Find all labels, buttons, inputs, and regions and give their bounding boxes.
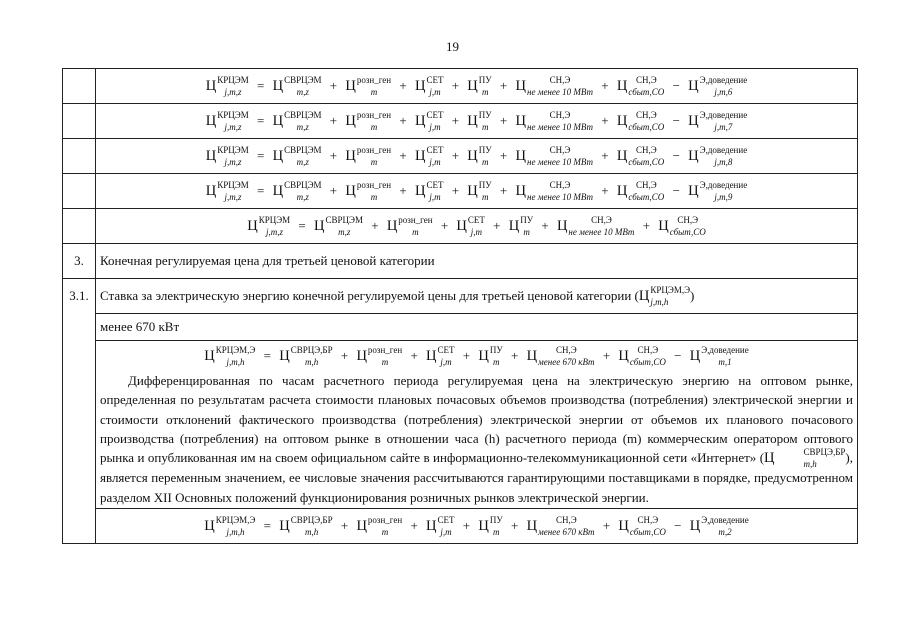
row-number-cell [63,139,96,174]
formula-row-8 [63,139,858,174]
paragraph-cell [96,341,858,509]
page-number: 19 [446,39,459,54]
formula-7: Ц $^{КРЦЭМ}$ $_{j,m,z}$ = Ц $^{СВРЦЭМ}$ $_{m,z}$ + Ц $^{розн\_ген}$ $_m$ + Ц $^{СЕТ}$ $_{j,m}$ + Ц $^{ПУ}$ $_m$ + Ц $^{СН,Э}$ $_{не менее 10 МВт}$ + Ц $^{СН,Э}$ $_{сбыт,СО}$ − Ц $^{Э,доведение}$ $_{j,m,7}$ [96,104,858,139]
formula-row-7 [63,104,858,139]
formula-h2: Ц $^{КРЦЭМ,Э}$ $_{j,m,h}$ = Ц $^{СВРЦЭ,БР}$ $_{m,h}$ + Ц $^{розн\_ген}$ $_m$ + Ц $^{СЕТ}$ $_{j,m}$ + Ц $^{ПУ}$ $_m$ + Ц $^{СН,Э}$ $_{менее 670 кВт}$ + Ц $^{СН,Э}$ $_{сбыт,СО}$ − Ц $^{Э,доведение}$ $_{m,2}$ [96,509,858,544]
formula-row-base [63,209,858,244]
formula-9: Ц $^{КРЦЭМ}$ $_{j,m,z}$ = Ц $^{СВРЦЭМ}$ $_{m,z}$ + Ц $^{розн\_ген}$ $_m$ + Ц $^{СЕТ}$ $_{j,m}$ + Ц $^{ПУ}$ $_m$ + Ц $^{СН,Э}$ $_{не менее 10 МВт}$ + Ц $^{СН,Э}$ $_{сбыт,СО}$ − Ц $^{Э,доведение}$ $_{j,m,9}$ [96,174,858,209]
paragraph-text: Дифференцированная по часам расчетного периода регулируемая цена на электрическую энергию на оптовом рынке, определенная по результатам расчета стоимости плановых почасовых объемов производства (потребления) электрической энергии и стоимости отклонений фактического производства (потребления) электрической энергии от объемов их планового почасового производства (потребления) на оптовом рынке в отношении часа (h) расчетного периода (m) коммерческим оператором оптового рынка и опубликованная им на своем официальном сайте в информационно-телекоммуникационной сети «Интернет» (Ц $^{СВРЦЭ,БР}$ $_{m,h}$ ), является переменным значением, ее числовые значения рассчитываются гарантирующими поставщиками в порядке, предусмотренном разделом XII Основных положений функционирования розничных рынков электрической энергии. [100,373,853,505]
formula-8: Ц $^{КРЦЭМ}$ $_{j,m,z}$ = Ц $^{СВРЦЭМ}$ $_{m,z}$ + Ц $^{розн\_ген}$ $_m$ + Ц $^{СЕТ}$ $_{j,m}$ + Ц $^{ПУ}$ $_m$ + Ц $^{СН,Э}$ $_{не менее 10 МВт}$ + Ц $^{СН,Э}$ $_{сбыт,СО}$ − Ц $^{Э,доведение}$ $_{j,m,8}$ [96,139,858,174]
price-table [62,68,858,544]
formula-6: Ц $^{КРЦЭМ}$ $_{j,m,z}$ = Ц $^{СВРЦЭМ}$ $_{m,z}$ + Ц $^{розн\_ген}$ $_m$ + Ц $^{СЕТ}$ $_{j,m}$ + Ц $^{ПУ}$ $_m$ + Ц $^{СН,Э}$ $_{не менее 10 МВт}$ + Ц $^{СН,Э}$ $_{сбыт,СО}$ − Ц $^{Э,доведение}$ $_{j,m,6}$ [96,69,858,104]
subhead-less-670: менее 670 кВт [96,314,858,341]
section-3-number: 3. [63,244,96,279]
formula-base: Ц $^{КРЦЭМ}$ $_{j,m,z}$ = Ц $^{СВРЦЭМ}$ $_{m,z}$ + Ц $^{розн\_ген}$ $_m$ + Ц $^{СЕТ}$ $_{j,m}$ + Ц $^{ПУ}$ $_m$ + Ц $^{СН,Э}$ $_{не менее 10 МВт}$ + Ц $^{СН,Э}$ $_{сбыт,СО}$ [96,209,858,244]
section-3-row [63,244,858,279]
paragraph-row [63,341,858,509]
row-number-cell [63,104,96,139]
subhead-row [63,314,858,341]
formula-h1: Ц $^{КРЦЭМ,Э}$ $_{j,m,h}$ = Ц $^{СВРЦЭ,БР}$ $_{m,h}$ + Ц $^{розн\_ген}$ $_m$ + Ц $^{СЕТ}$ $_{j,m}$ + Ц $^{ПУ}$ $_m$ + Ц $^{СН,Э}$ $_{менее 670 кВт}$ + Ц $^{СН,Э}$ $_{сбыт,СО}$ − Ц $^{Э,доведение}$ $_{m,1}$ [204,345,749,367]
row-number-cell [63,69,96,104]
formula-row-6 [63,69,858,104]
formula-h2-row [63,509,858,544]
section-31-title: Ставка за электрическую энергию конечной регулируемой цены для третьей ценовой категории (Ц $^{КРЦЭМ,Э}$ $_{j,m,h}$ ) [96,279,858,314]
section-31-number: 3.1. [63,279,96,544]
section-31-row [63,279,858,314]
row-number-cell [63,209,96,244]
formula-row-9 [63,174,858,209]
section-3-title: Конечная регулируемая цена для третьей ценовой категории [96,244,858,279]
row-number-cell [63,174,96,209]
